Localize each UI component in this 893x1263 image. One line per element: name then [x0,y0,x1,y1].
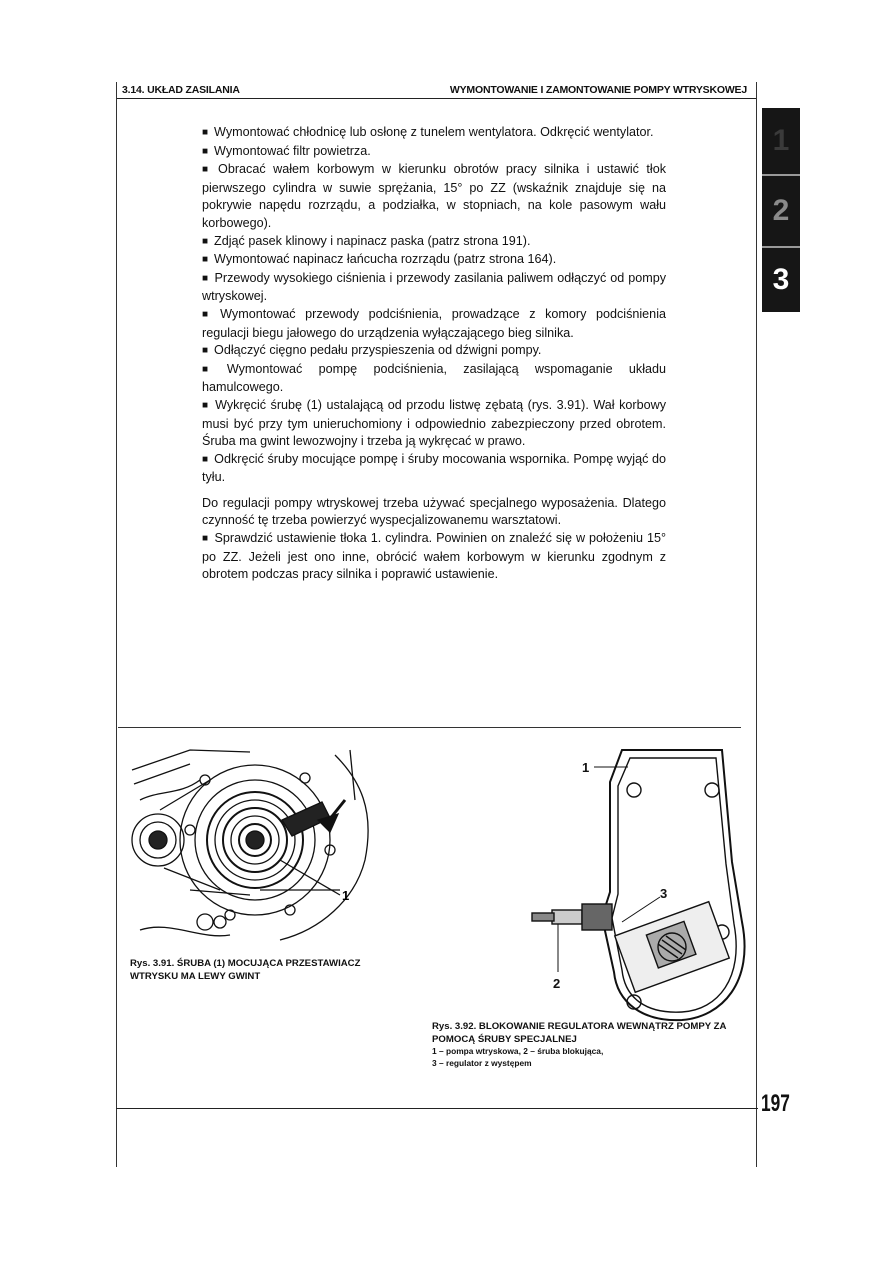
figure-3-91-label-1: 1 [342,888,350,903]
instruction-step: ■ Wymontować pompę podciśnienia, zasilającą wspomaganie układu hamulcowego. [202,361,666,397]
figure-3-91-caption: Rys. 3.91. ŚRUBA (1) MOCUJĄCA PRZESTAWIACZ WTRYSKU MA LEWY GWINT [130,958,361,982]
instruction-step: ■ Wymontować napinacz łańcucha rozrządu (patrz strona 164). [202,251,666,270]
figure-3-92-label-1: 1 [582,760,590,775]
figure-separator-rule [118,727,741,728]
page-number: 197 [761,1090,790,1117]
figure-3-92-label-3: 3 [660,886,668,901]
header-rule [116,98,756,99]
chapter-tab-1: 1 [762,108,800,174]
chapter-tab-3-active: 3 [762,248,800,312]
left-margin-rule [116,82,117,1167]
figure-3-92-caption-block [432,1020,752,1069]
figure-3-92-caption: Rys. 3.92. BLOKOWANIE REGULATORA WEWNĄTRZ POMPY ZA POMOCĄ ŚRUBY SPECJALNEJ [432,1021,727,1045]
figure-3-92-label-2: 2 [553,976,561,991]
figure-3-91-pump-timing-device [130,740,380,952]
instruction-step: ■ Obracać wałem korbowym w kierunku obrotów pracy silnika i ustawić tłok pierwszego cylindra w suwie sprężania, 15° po ZZ (wskaźnik znajduje się na pokrywie napędu rozrządu, a podziałka, w stopniach, na kole pasowym wału korbowego). [202,161,666,232]
figure-3-92-legend-1: 1 – pompa wtryskowa, 2 – śruba blokująca, [432,1046,604,1056]
figure-3-92-legend-2: 3 – regulator z występem [432,1057,532,1068]
instruction-step: ■ Zdjąć pasek klinowy i napinacz paska (patrz strona 191). [202,233,666,252]
instruction-step: ■ Wymontować filtr powietrza. [202,143,666,162]
instructions-text [202,124,666,584]
right-margin-rule [756,82,757,1167]
section-header: 3.14. UKŁAD ZASILANIA [122,84,240,96]
footer-rule [116,1108,758,1109]
instruction-step: ■ Wykręcić śrubę (1) ustalającą od przodu listwę zębatą (rys. 3.91). Wał korbowy musi być przy tym unieruchomiony i odpowiednio zabezpieczony przed obrotem. Śruba ma gwint lewozwojny i trzeba ją wykręcać w prawo. [202,397,666,451]
instruction-step: ■ Przewody wysokiego ciśnienia i przewody zasilania paliwem odłączyć od pompy wtryskowej. [202,270,666,306]
note-paragraph: Do regulacji pompy wtryskowej trzeba używać specjalnego wyposażenia. Dlatego czynność tę trzeba powierzyć wyspecjalizowanemu warsztatowi. [202,495,666,528]
instruction-step: ■ Odkręcić śruby mocujące pompę i śruby mocowania wspornika. Pompę wyjąć do tyłu. [202,451,666,487]
figure-3-92-regulator-lock [522,742,754,1032]
chapter-tab-2: 2 [762,176,800,246]
instruction-step: ■ Sprawdzić ustawienie tłoka 1. cylindra. Powinien on znaleźć się w położeniu 15° po ZZ. Jeżeli jest ono inne, obrócić wałem korbowym w kierunku zgodnym z obrotem podczas pracy silnika i poprawić ustawienie. [202,530,666,584]
instruction-step: ■ Wymontować przewody podciśnienia, prowadzące z komory podciśnienia regulacji biegu jałowego do urządzenia wyłączającego bieg silnika. [202,306,666,342]
instruction-step: ■ Wymontować chłodnicę lub osłonę z tunelem wentylatora. Odkręcić wentylator. [202,124,666,143]
page-title: WYMONTOWANIE I ZAMONTOWANIE POMPY WTRYSKOWEJ [449,84,747,96]
instruction-step: ■ Odłączyć cięgno pedału przyspieszenia od dźwigni pompy. [202,342,666,361]
